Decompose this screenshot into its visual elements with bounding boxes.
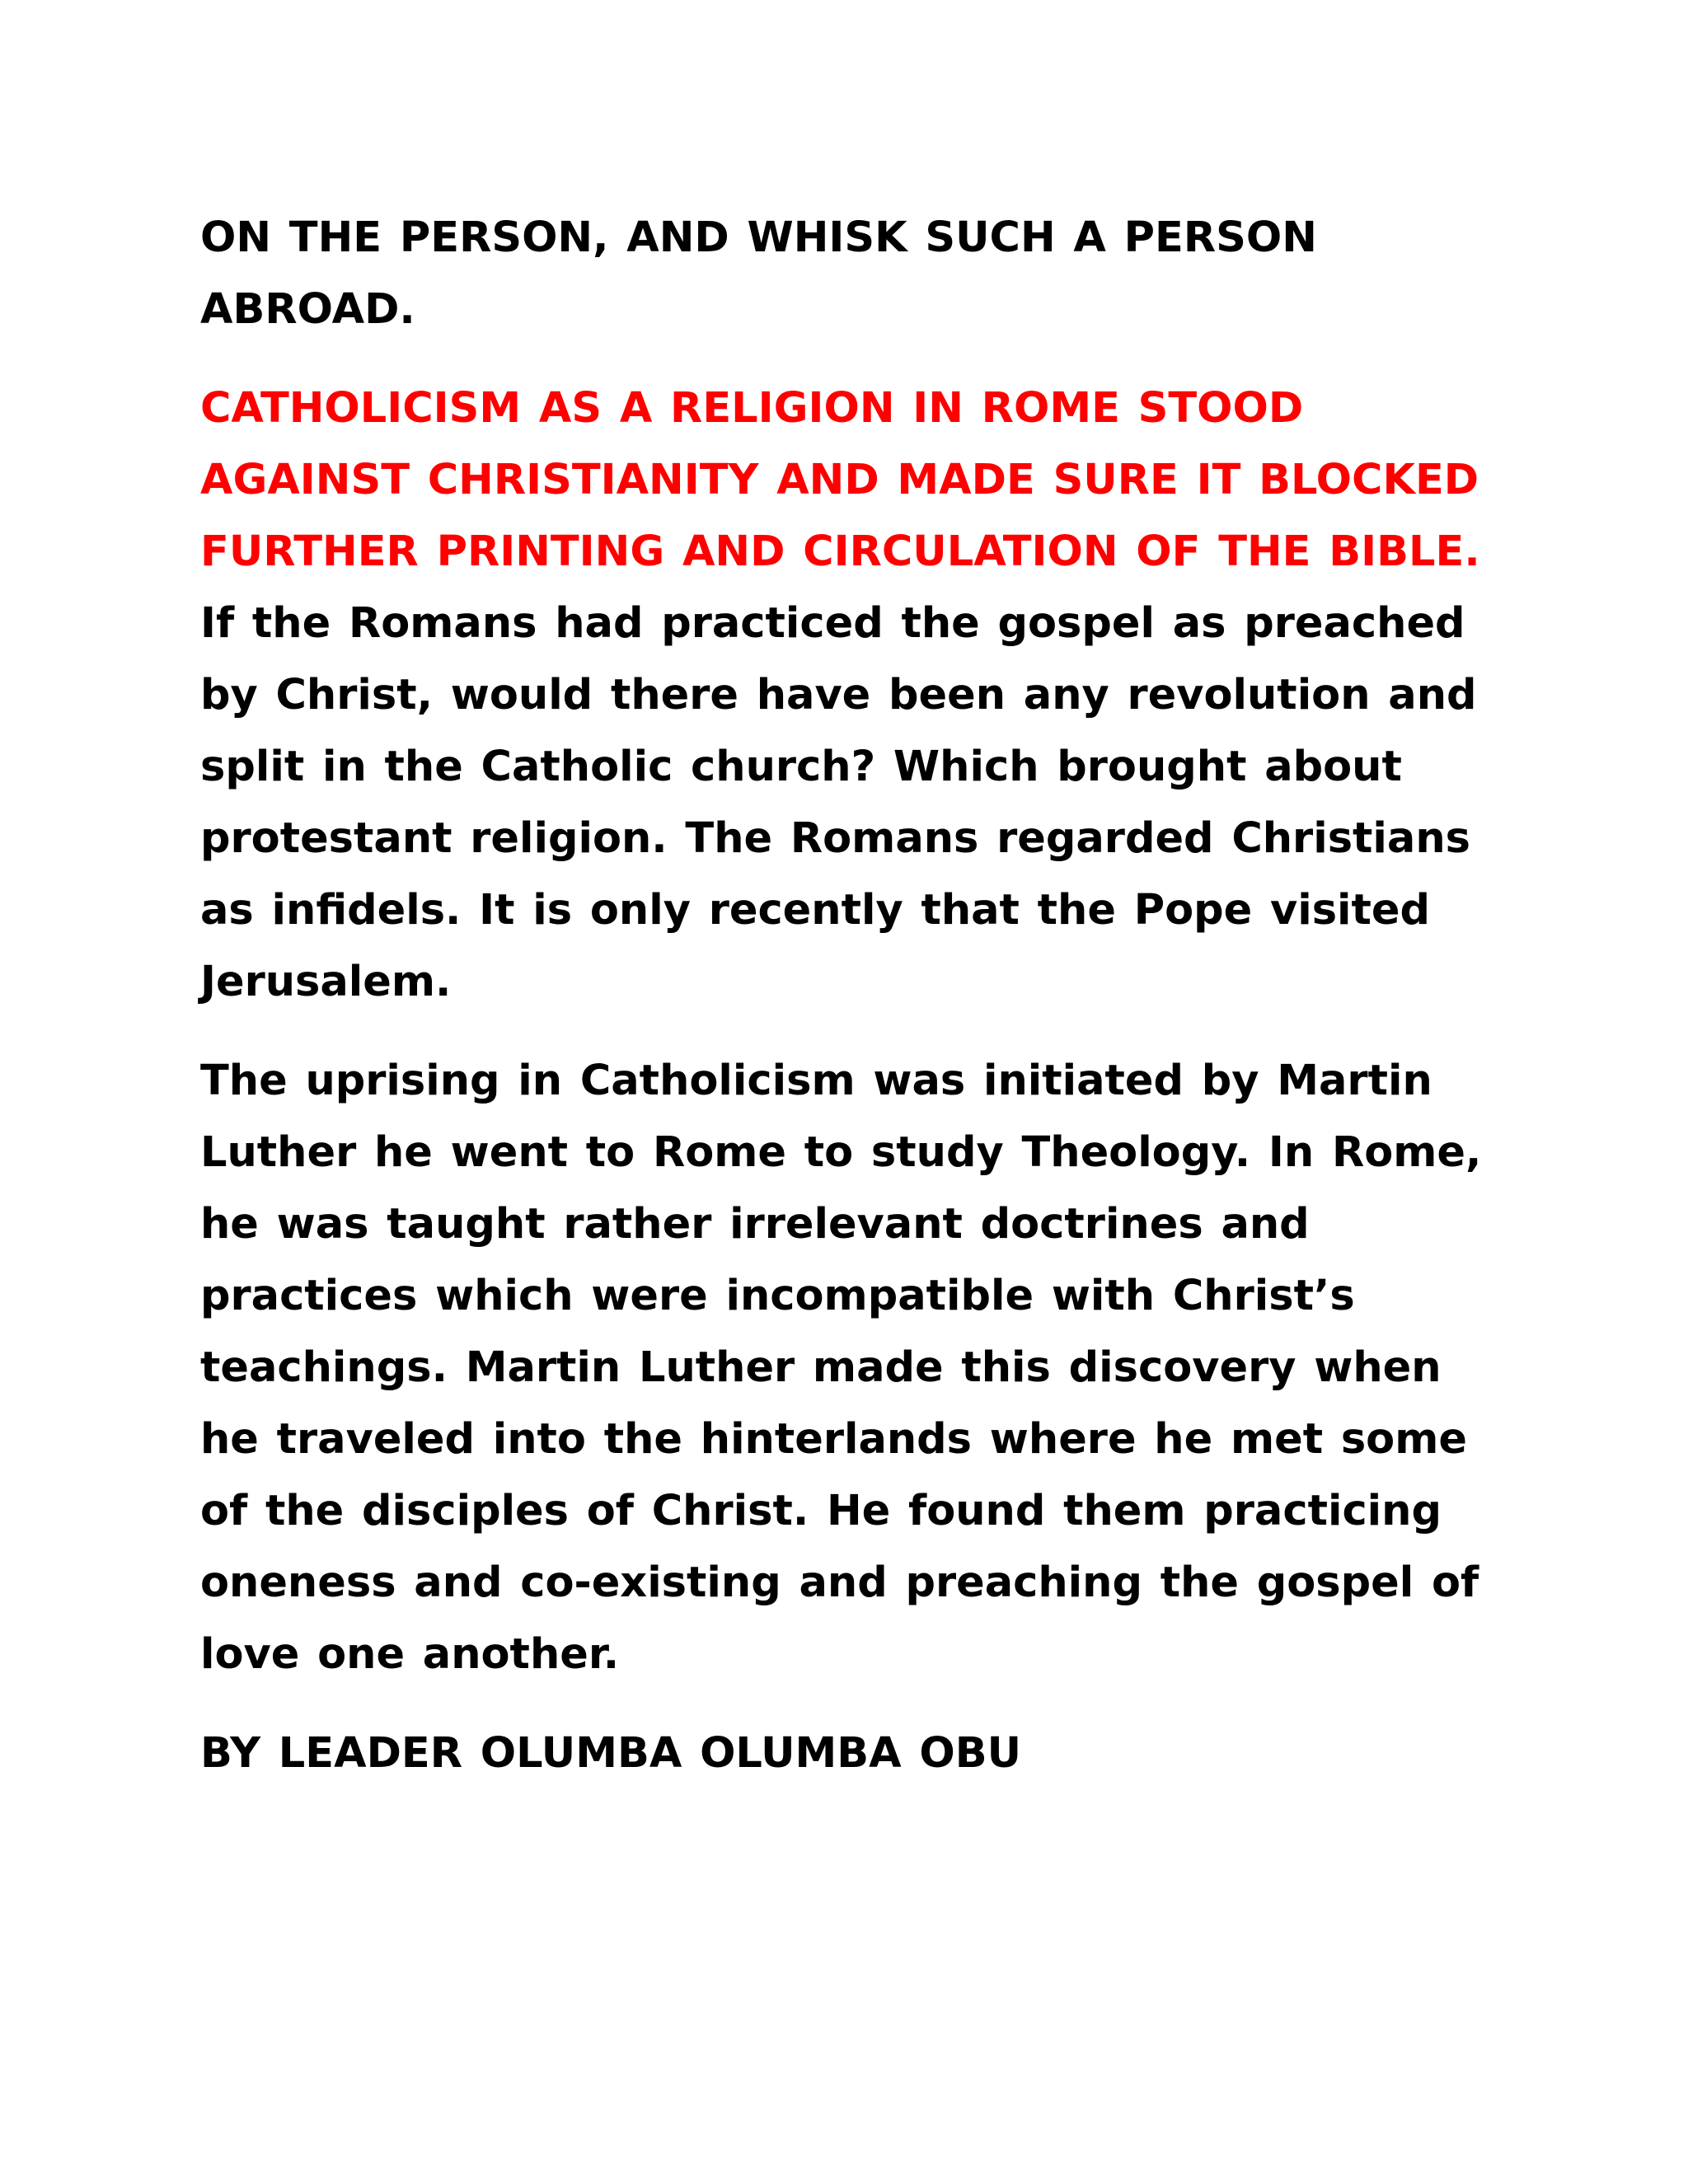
author-signature: BY LEADER OLUMBA OLUMBA OBU [200,1729,1022,1778]
document-body [200,202,1503,1816]
emphasis-text: CATHOLICISM AS A RELIGION IN ROME STOOD AGAINST CHRISTIANITY AND MADE SURE IT BLOCKED FURTHER PRINTING AND CIRCULATION OF THE BIBLE. [200,384,1480,576]
body-text: If the Romans had practiced the gospel as preached by Christ, would there have been any revolution and split in the Catholic church? Which brought about protestant religion. The Romans regarded Christians as infidels. It is only recently that the Pope visited Jerusalem. [200,599,1477,1006]
paragraph-catholicism [200,373,1503,1018]
paragraph-uprising: The uprising in Catholicism was initiated by Martin Luther he went to Rome to study Theology. In Rome, he was taught rather irrelevant doctrines and practices which were incompatible with Christ’s teachings. Martin Luther made this discovery when he traveled into the hinterlands where he met some of the disciples of Christ. He found them practicing oneness and co-existing and preaching the gospel of love one another. [200,1057,1482,1679]
paragraph-continuation: ON THE PERSON, AND WHISK SUCH A PERSON ABROAD. [200,213,1317,334]
